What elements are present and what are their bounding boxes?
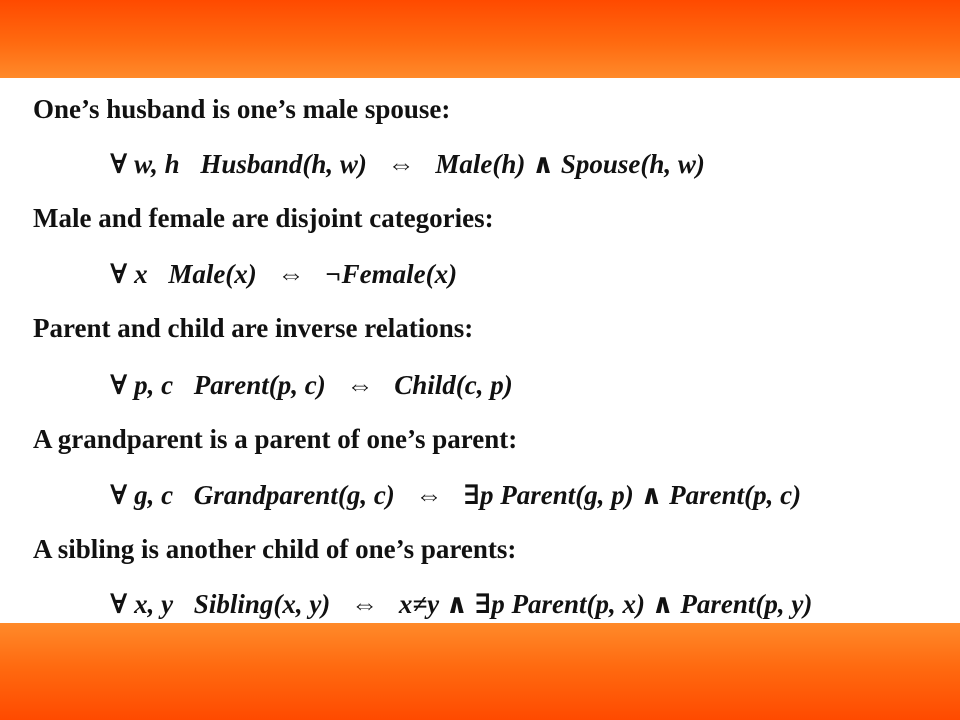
forall-symbol: ∀ — [110, 259, 128, 289]
formula-lhs: Male(x) — [168, 259, 257, 289]
bottom-orange-band — [0, 623, 960, 720]
formula-rhs: ¬Female(x) — [325, 259, 458, 289]
statement-parent-child: Parent and child are inverse relations: — [33, 313, 474, 343]
formula-sibling — [110, 589, 812, 620]
formula-rhs: Child(c, p) — [394, 370, 513, 400]
quantified-vars: w, h — [134, 149, 180, 179]
formula-parent-child — [110, 370, 513, 401]
formula-lhs: Grandparent(g, c) — [193, 480, 395, 510]
quantified-vars: x, y — [134, 589, 174, 619]
statement-male-female: Male and female are disjoint categories: — [33, 203, 494, 233]
formula-lhs: Husband(h, w) — [200, 149, 367, 179]
top-orange-band — [0, 0, 960, 78]
statement-sibling: A sibling is another child of one’s parents: — [33, 534, 517, 564]
formula-husband — [110, 149, 705, 180]
formula-rhs: x≠y ∧ ∃p Parent(p, x) ∧ Parent(p, y) — [398, 589, 813, 619]
quantified-vars: x — [134, 259, 148, 289]
formula-grandparent — [110, 480, 801, 511]
iff-symbol: ⇔ — [277, 259, 305, 289]
forall-symbol: ∀ — [110, 480, 128, 510]
formula-lhs: Sibling(x, y) — [193, 589, 331, 619]
iff-symbol: ⇔ — [351, 589, 379, 619]
formula-male-female — [110, 259, 457, 290]
formula-rhs: ∃p Parent(g, p) ∧ Parent(p, c) — [463, 480, 802, 510]
quantified-vars: p, c — [134, 370, 174, 400]
formula-rhs: Male(h) ∧ Spouse(h, w) — [435, 149, 705, 179]
forall-symbol: ∀ — [110, 149, 128, 179]
slide-content — [0, 78, 960, 623]
statement-grandparent: A grandparent is a parent of one’s parent: — [33, 424, 518, 454]
statement-husband: One’s husband is one’s male spouse: — [33, 94, 451, 124]
forall-symbol: ∀ — [110, 370, 128, 400]
iff-symbol: ⇔ — [415, 480, 443, 510]
forall-symbol: ∀ — [110, 589, 128, 619]
formula-lhs: Parent(p, c) — [193, 370, 326, 400]
iff-symbol: ⇔ — [387, 149, 415, 179]
quantified-vars: g, c — [134, 480, 174, 510]
iff-symbol: ⇔ — [346, 370, 374, 400]
